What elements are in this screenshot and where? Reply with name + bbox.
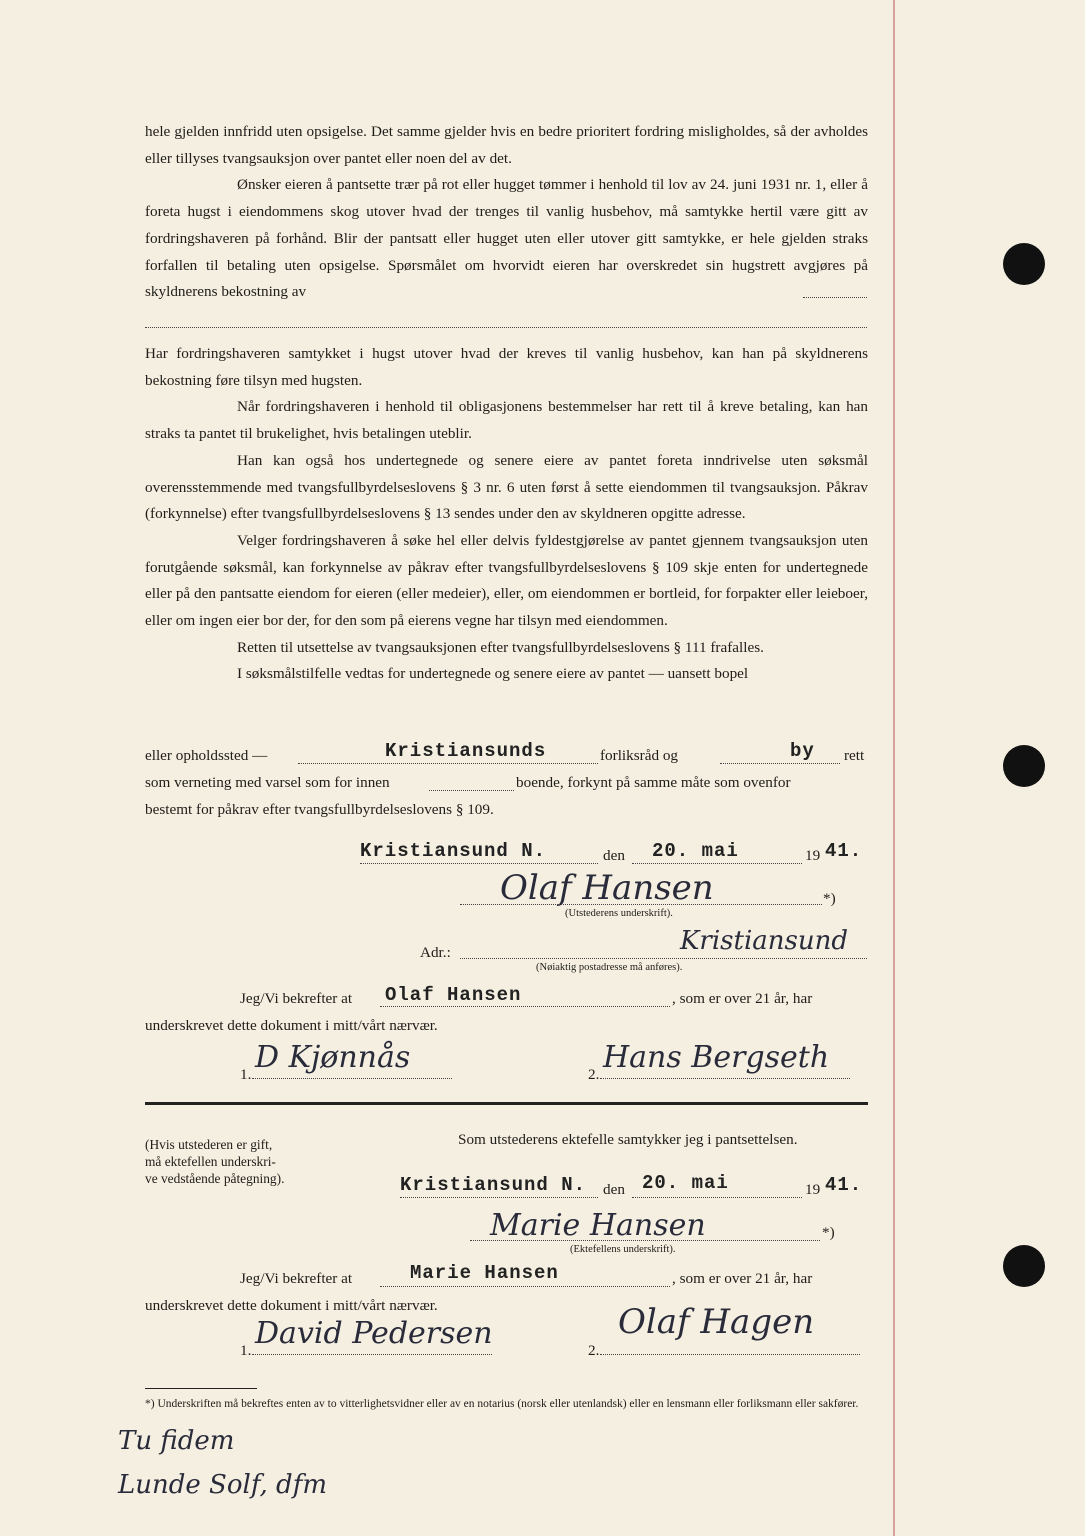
paragraph-block-1 [145,119,868,306]
address-handwritten: Kristiansund [680,926,848,956]
signature-line [470,1240,820,1241]
witness-2-label: 2. [588,1066,600,1083]
blank-line [632,1197,802,1198]
blank-line [252,1354,492,1355]
section-divider [145,1102,868,1105]
spouse-confirm-line2: underskrevet dette dokument i mitt/vårt nærvær. [145,1297,438,1314]
blank-line [429,790,514,791]
paragraph: I søksmålstilfelle vedtas for undertegnede og senere eiere av pantet — uansett bopel [237,665,749,683]
blank-line [380,1286,670,1287]
blank-line [298,763,598,764]
paragraph: Velger fordringshaveren å søke hel eller delvis fyldestgjørelse av pantet gjennem tvangsauksjon uten forutgående søksmål, kan forkynnelse av påkrav efter tvangsfullbyrdelseslovens § 109 skje enten for undertegnede eller på den pantsatte eiendom for eieren (eller medeier), eller, om eiendommen er bortleid, for forpakter eller leieboer, eller om ingen eier bor der, for den som på eierens vegne har tilsyn med eiendommen. [145,531,868,630]
venue-line2a: som verneting med varsel som for innen [145,774,390,791]
blank-line [380,1006,670,1007]
venue-line3: bestemt for påkrav efter tvangsfullbyrdelseslovens § 109. [145,801,494,818]
venue-rett: rett [844,747,865,764]
venue-prefix: eller opholdssted — [145,747,268,764]
paragraph: Han kan også hos undertegnede og senere eiere av pantet foreta inndrivelse uten søksmål overensstemmende med tvangsfullbyrdelseslovens § 3 nr. 6 uten først å sette eiendommen til tvangsauksjon. Påkrav (forkynnelse) efter tvangsfullbyrdelseslovens § 13 sendes under den av skyldneren opgitte adresse. [145,451,868,523]
blank-line [400,1197,598,1198]
witness-1-label: 1. [240,1066,252,1083]
spouse-signature: Marie Hansen [490,1208,706,1243]
signature-caption: (Utstederens underskrift). [565,908,673,919]
signature-line [460,904,822,905]
confirm-prefix: Jeg/Vi bekrefter at [240,990,353,1007]
confirm-name: Olaf Hansen [385,984,522,1006]
address-caption: (Nøiaktig postadresse må anføres). [536,962,683,973]
blank-line [720,763,840,764]
spouse-note: (Hvis utstederen er gift, må ektefellen underskri- ve vedstående påtegning). [145,1137,285,1186]
venue-line2b: boende, forkynt på samme måte som ovenfor [516,774,791,791]
footnote: *) Underskriften må bekreftes enten av to vitterlighetsvidner eller av en notarius (norsk eller utenlandsk) eller en lensmann eller forliksmann eller sakfører. [145,1398,859,1410]
paragraph: Når fordringshaveren i henhold til obligasjonens bestemmelser har rett til å kreve betaling, kan han straks ta pantet til brukelighet, hvis betalingen uteblir. [145,398,868,443]
asterisk: *) [823,890,836,907]
spouse-asterisk: *) [822,1224,835,1241]
margin-note-1: Tu fidem [118,1426,235,1456]
spouse-witness-2-signature: Olaf Hagen [618,1302,815,1342]
spouse-witness-1-signature: David Pedersen [255,1316,493,1351]
spouse-witness-1-label: 1. [240,1342,252,1359]
blank-line [600,1078,850,1079]
blank-line [360,863,598,864]
margin-rule [893,0,895,1536]
punch-hole [1003,1245,1045,1287]
punch-hole [1003,745,1045,787]
paragraph: Har fordringshaveren samtykket i hugst utover hvad der kreves til vanlig husbehov, kan han på skyldnerens bekostning føre tilsyn med hugsten. [145,345,868,389]
issuer-signature: Olaf Hansen [500,868,714,908]
spouse-confirm-suffix: , som er over 21 år, har [672,1270,813,1287]
address-line [460,958,867,959]
blank-line [803,297,867,298]
blank-line [145,327,867,328]
court-place: Kristiansunds [385,740,547,762]
address-label: Adr.: [420,944,451,961]
confirm-suffix: , som er over 21 år, har [672,990,813,1007]
court-type: by [790,740,815,762]
venue-forliksrad: forliksråd og [600,747,679,764]
spouse-place: Kristiansund N. [400,1174,587,1196]
spouse-heading: Som utstederens ektefelle samtykker jeg i pantsettelsen. [458,1131,798,1148]
witness-1-signature: D Kjønnås [255,1040,411,1075]
issue-place: Kristiansund N. [360,840,547,862]
spouse-den: den [603,1181,625,1198]
blank-line [252,1078,452,1079]
witness-2-signature: Hans Bergseth [603,1040,830,1075]
spouse-year-suffix: 41. [825,1174,863,1196]
spouse-witness-2-label: 2. [588,1342,600,1359]
confirm-line2: underskrevet dette dokument i mitt/vårt nærvær. [145,1017,438,1034]
footnote-rule [145,1388,257,1389]
spouse-confirm-name: Marie Hansen [410,1262,559,1284]
spouse-year-prefix: 19 [805,1181,821,1198]
paragraph-block-2 [145,341,868,688]
spouse-date: 20. mai [642,1172,729,1194]
paragraph: hele gjelden innfridd uten opsigelse. Det samme gjelder hvis en bedre prioritert fordring misligholdes, så der avholdes eller tillyses tvangsauksjon over pantet eller noen del av det. [145,123,868,167]
margin-note-2: Lunde Solf, dfm [118,1470,327,1500]
issue-date: 20. mai [652,840,739,862]
punch-hole [1003,243,1045,285]
spouse-sig-caption: (Ektefellens underskrift). [570,1244,676,1255]
blank-line [600,1354,860,1355]
year-suffix: 41. [825,840,863,862]
den-label: den [603,847,625,864]
paragraph: Retten til utsettelse av tvangsauksjonen efter tvangsfullbyrdelseslovens § 111 frafalles. [237,638,764,656]
paragraph: Ønsker eieren å pantsette trær på rot eller hugget tømmer i henhold til lov av 24. juni 1931 nr. 1, eller å foreta hugst i eiendommens skog utover hvad der trenges til vanlig husbehov, må samtykke hertil være gitt av fordringshaveren på forhånd. Blir der pantsatt eller hugget uten eller utover gitt samtykke, er hele gjelden straks forfallen til betaling uten opsigelse. Spørsmålet om hvorvidt eieren har overskredet sin hugstrett avgjøres på skyldnerens bekostning av [145,176,868,301]
year-prefix: 19 [805,847,821,864]
spouse-confirm-prefix: Jeg/Vi bekrefter at [240,1270,353,1287]
blank-line [632,863,802,864]
